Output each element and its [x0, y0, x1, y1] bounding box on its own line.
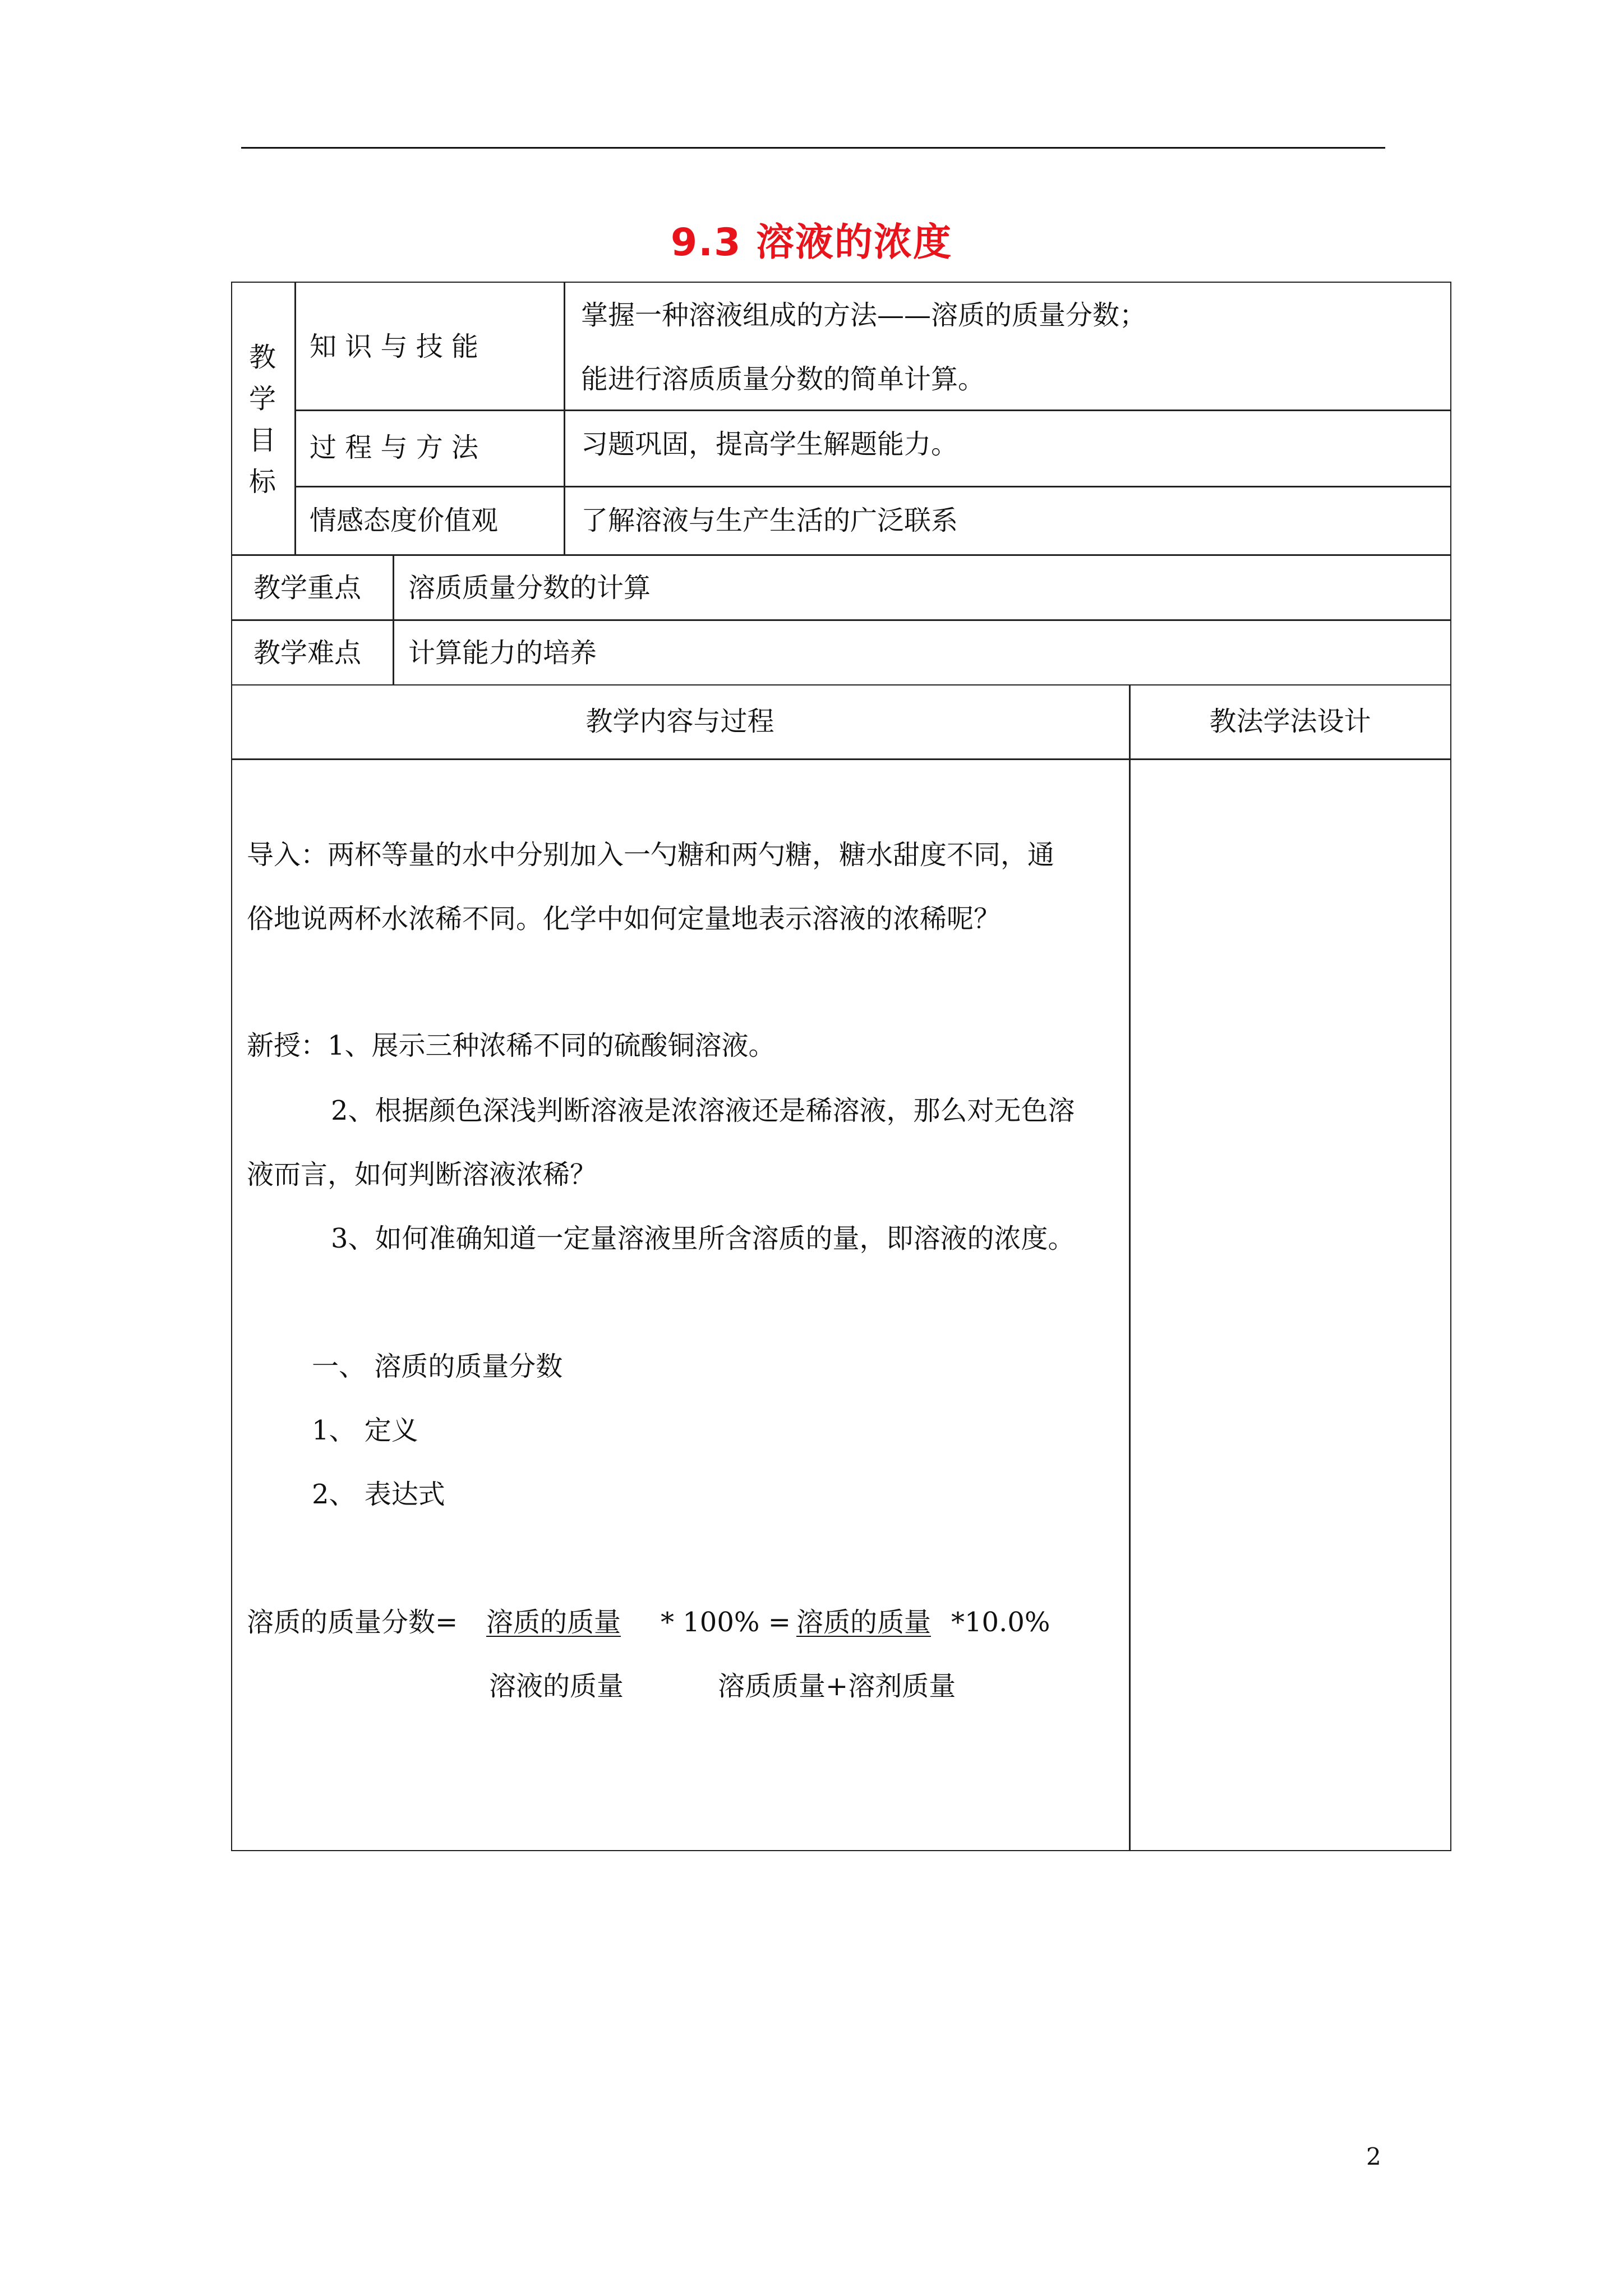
formula-denominator-1: 溶液的质量	[489, 1671, 624, 1702]
objective-content-process: 习题巩固，提高学生解题能力。	[581, 429, 958, 460]
process-header-content: 教学内容与过程	[585, 706, 774, 737]
divider	[1129, 684, 1131, 1851]
formula-multiplier-1: * 100% =	[661, 1607, 791, 1638]
divider	[231, 619, 1451, 621]
divider	[231, 554, 1451, 556]
objective-content-attitude: 了解溶液与生产生活的广泛联系	[581, 505, 958, 536]
process-header-method: 教法学法设计	[1209, 706, 1371, 737]
objective-content-knowledge-1: 掌握一种溶液组成的方法——溶质的质量分数；	[581, 300, 1147, 331]
divider	[294, 409, 1451, 411]
formula-lhs: 溶质的质量分数=	[247, 1607, 458, 1638]
section-heading: 一、 溶质的质量分数	[312, 1351, 563, 1382]
page-number: 2	[1366, 2143, 1381, 2170]
intro-line-2: 俗地说两杯水浓稀不同。化学中如何定量地表示溶液的浓稀呢？	[247, 903, 1001, 935]
formula-multiplier-2: *10.0%	[951, 1607, 1050, 1638]
list-item-expression: 2、 表达式	[312, 1479, 445, 1510]
page-title: 9.3 溶液的浓度	[670, 220, 953, 265]
key-point-label: 教学重点	[253, 572, 362, 604]
divider	[564, 282, 565, 554]
list-item-definition: 1、 定义	[312, 1415, 418, 1446]
objective-label-process: 过 程 与 方 法	[310, 432, 479, 463]
new-lesson-3: 3、如何准确知道一定量溶液里所含溶质的量，即溶液的浓度。	[331, 1223, 1075, 1254]
difficult-point-value: 计算能力的培养	[408, 637, 597, 669]
divider	[393, 554, 394, 685]
new-lesson-1: 新授：1、展示三种浓稀不同的硫酸铜溶液。	[247, 1030, 776, 1061]
intro-line-1: 导入：两杯等量的水中分别加入一勺糖和两勺糖，糖水甜度不同，通	[247, 839, 1055, 871]
difficult-point-label: 教学难点	[253, 637, 362, 669]
formula-numerator-2: 溶质的质量	[796, 1607, 931, 1638]
objective-label-attitude: 情感态度价值观	[310, 505, 499, 536]
objectives-group-label: 教 学 目 标	[248, 342, 276, 498]
objective-label-knowledge: 知 识 与 技 能	[310, 331, 479, 362]
formula-numerator-1: 溶质的质量	[486, 1607, 621, 1638]
divider	[231, 758, 1451, 760]
divider	[294, 282, 296, 554]
divider	[294, 486, 1451, 487]
formula-denominator-2: 溶质质量+溶剂质量	[718, 1671, 956, 1702]
objective-content-knowledge-2: 能进行溶质质量分数的简单计算。	[581, 364, 985, 395]
key-point-value: 溶质质量分数的计算	[408, 572, 651, 604]
new-lesson-2a: 2、根据颜色深浅判断溶液是浓溶液还是稀溶液，那么对无色溶	[331, 1095, 1075, 1126]
header-rule	[241, 147, 1385, 149]
new-lesson-2b: 液而言，如何判断溶液浓稀？	[247, 1159, 597, 1190]
